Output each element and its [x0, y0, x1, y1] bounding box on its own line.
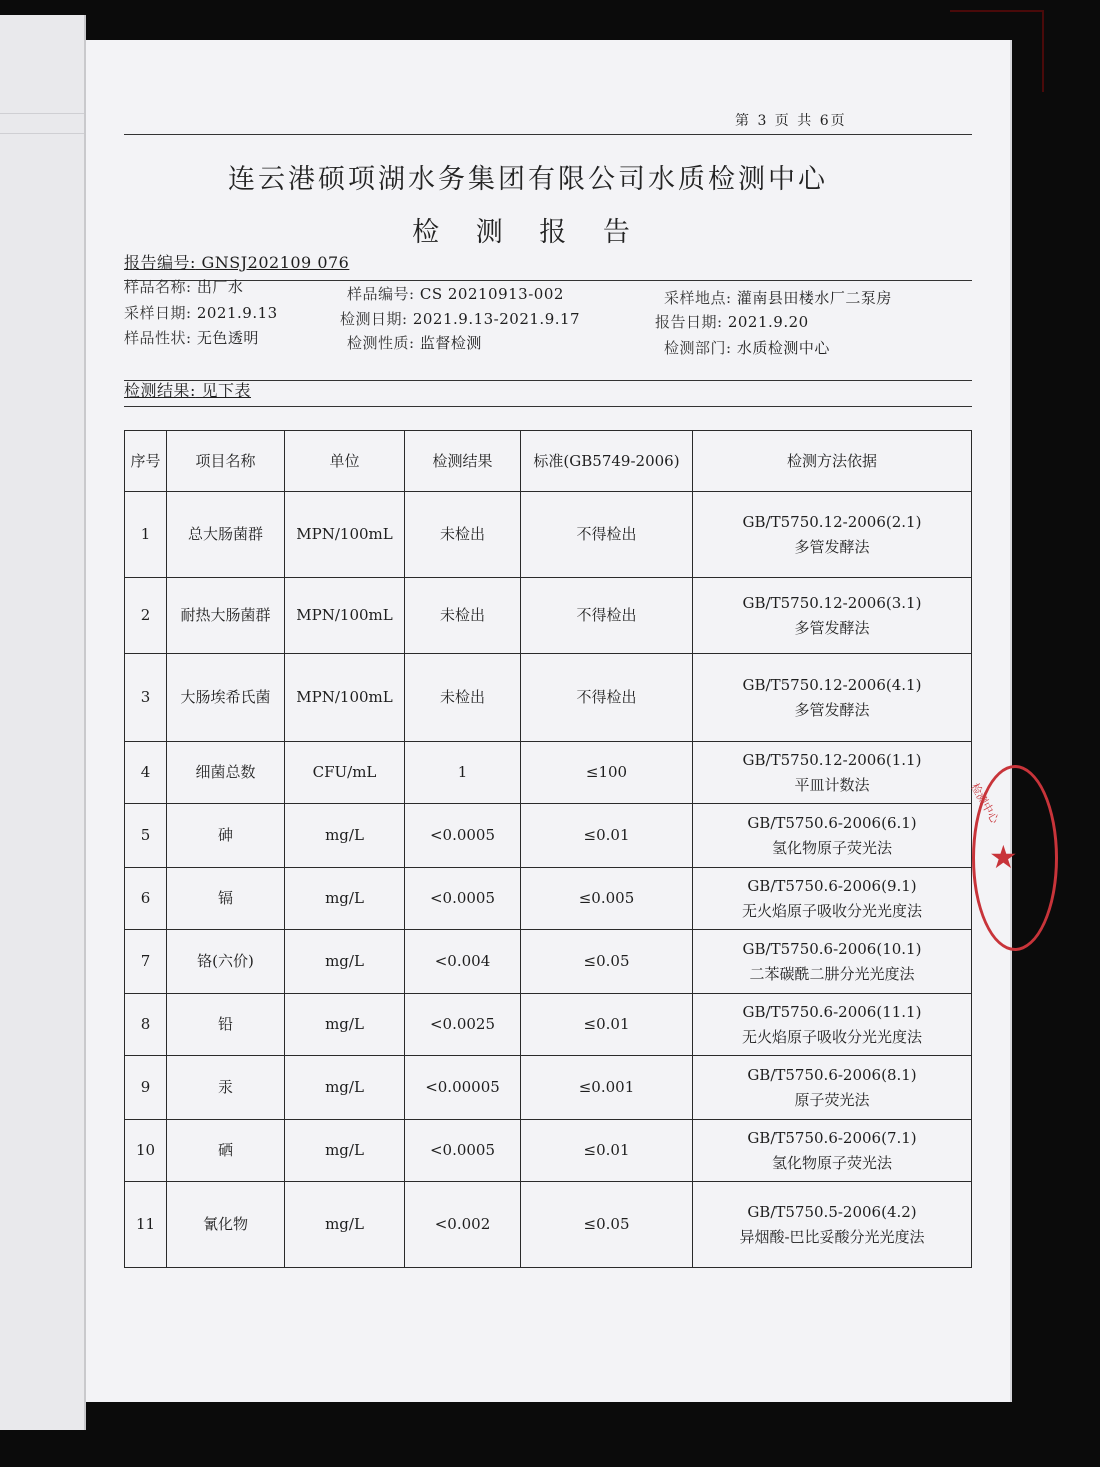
test-nature-value: 监督检测: [419, 334, 482, 352]
sample-number-label: 样品编号:: [347, 285, 415, 303]
cell-result: 未检出: [405, 654, 521, 742]
underlying-page: [0, 15, 86, 1430]
cell-method: [693, 654, 972, 742]
report-number-value: GNSJ202109 076: [201, 253, 350, 272]
sampling-date: [124, 302, 278, 323]
cell-no: 11: [125, 1182, 167, 1268]
method-standard: GB/T5750.12-2006(3.1): [742, 593, 922, 612]
table-row: [125, 994, 972, 1056]
cell-no: 10: [125, 1120, 167, 1182]
cell-method: [693, 578, 972, 654]
table-row: [125, 930, 972, 994]
cell-item: 铬(六价): [167, 930, 285, 994]
cell-unit: mg/L: [285, 930, 405, 994]
sample-property: [124, 327, 259, 348]
method-standard: GB/T5750.12-2006(4.1): [742, 675, 922, 694]
cell-method: [693, 868, 972, 930]
cell-method: [693, 1182, 972, 1268]
results-label-value: 见下表: [201, 381, 252, 400]
cell-item: 细菌总数: [167, 742, 285, 804]
cell-item: 汞: [167, 1056, 285, 1120]
cell-no: 1: [125, 492, 167, 578]
cell-result: 未检出: [405, 578, 521, 654]
method-standard: GB/T5750.6-2006(10.1): [742, 939, 922, 958]
header-standard: 标准(GB5749-2006): [521, 431, 693, 492]
cell-standard: ≤0.001: [521, 1056, 693, 1120]
cell-result: <0.0005: [405, 868, 521, 930]
table-row: [125, 492, 972, 578]
cell-result: <0.0025: [405, 994, 521, 1056]
cell-no: 2: [125, 578, 167, 654]
table-row: [125, 1056, 972, 1120]
cell-unit: MPN/100mL: [285, 578, 405, 654]
sample-property-value: 无色透明: [196, 329, 259, 347]
cell-result: <0.004: [405, 930, 521, 994]
method-standard: GB/T5750.6-2006(7.1): [747, 1128, 917, 1147]
results-label-text: 检测结果:: [124, 381, 196, 400]
header-unit: 单位: [285, 431, 405, 492]
report-title: 连云港硕项湖水务集团有限公司水质检测中心: [228, 164, 828, 195]
cell-method: [693, 804, 972, 868]
cell-item: 耐热大肠菌群: [167, 578, 285, 654]
page-number: 第 3 页 共 6页: [735, 113, 847, 129]
method-name: 平皿计数法: [794, 775, 870, 794]
cell-result: 1: [405, 742, 521, 804]
cell-item: 总大肠菌群: [167, 492, 285, 578]
test-department-value: 水质检测中心: [736, 339, 830, 357]
cell-method: [693, 492, 972, 578]
sampling-date-value: 2021.9.13: [196, 304, 278, 322]
sample-number: [347, 283, 564, 304]
seal-star-icon: ★: [989, 838, 1018, 876]
test-date-value: 2021.9.13-2021.9.17: [412, 310, 581, 328]
method-name: 多管发酵法: [794, 700, 870, 719]
sampling-date-label: 采样日期:: [124, 304, 192, 322]
cell-unit: mg/L: [285, 994, 405, 1056]
cell-no: 4: [125, 742, 167, 804]
results-table: [124, 430, 972, 1268]
method-standard: GB/T5750.6-2006(9.1): [747, 876, 917, 895]
cell-unit: mg/L: [285, 804, 405, 868]
table-row: [125, 1120, 972, 1182]
header-method: 检测方法依据: [693, 431, 972, 492]
table-row: [125, 868, 972, 930]
method-standard: GB/T5750.12-2006(1.1): [742, 750, 922, 769]
sample-name: [124, 276, 243, 297]
cell-no: 3: [125, 654, 167, 742]
method-standard: GB/T5750.6-2006(6.1): [747, 813, 917, 832]
sample-name-value: 出厂水: [196, 278, 244, 296]
method-name: 异烟酸-巴比妥酸分光光度法: [739, 1227, 925, 1246]
method-name: 氢化物原子荧光法: [771, 1153, 892, 1172]
method-name: 二苯碳酰二肼分光光度法: [749, 964, 915, 983]
table-row: [125, 804, 972, 868]
cell-result: <0.002: [405, 1182, 521, 1268]
method-standard: GB/T5750.6-2006(8.1): [747, 1065, 917, 1084]
cell-no: 7: [125, 930, 167, 994]
test-department: [664, 337, 830, 358]
sampling-site-label: 采样地点:: [664, 289, 732, 307]
cell-item: 镉: [167, 868, 285, 930]
report-subtitle: 检 测 报 告: [412, 217, 644, 248]
method-standard: GB/T5750.5-2006(4.2): [747, 1202, 917, 1221]
test-nature: [347, 332, 482, 353]
table-header-row: [125, 431, 972, 492]
table-row: [125, 654, 972, 742]
method-name: 多管发酵法: [794, 618, 870, 637]
cell-standard: ≤0.01: [521, 804, 693, 868]
test-department-label: 检测部门:: [664, 339, 732, 357]
cell-no: 8: [125, 994, 167, 1056]
cell-item: 铅: [167, 994, 285, 1056]
cell-item: 大肠埃希氏菌: [167, 654, 285, 742]
report-date-value: 2021.9.20: [727, 313, 809, 331]
report-number-rule: [124, 280, 972, 281]
method-name: 原子荧光法: [794, 1090, 870, 1109]
cell-result: <0.00005: [405, 1056, 521, 1120]
method-standard: GB/T5750.12-2006(2.1): [742, 512, 922, 531]
cell-no: 5: [125, 804, 167, 868]
cell-result: <0.0005: [405, 1120, 521, 1182]
cell-standard: 不得检出: [521, 578, 693, 654]
results-table-body: [125, 492, 972, 1268]
table-row: [125, 578, 972, 654]
report-number: [124, 250, 349, 273]
header-rule: [124, 134, 972, 135]
sampling-site: [664, 287, 892, 308]
method-name: 无火焰原子吸收分光光度法: [741, 901, 922, 920]
table-row: [125, 742, 972, 804]
cell-standard: 不得检出: [521, 492, 693, 578]
cell-unit: MPN/100mL: [285, 492, 405, 578]
cell-method: [693, 742, 972, 804]
cell-no: 6: [125, 868, 167, 930]
meta-bottom-rule: [124, 380, 972, 381]
cell-unit: CFU/mL: [285, 742, 405, 804]
cell-standard: 不得检出: [521, 654, 693, 742]
test-date-label: 检测日期:: [340, 310, 408, 328]
cell-item: 硒: [167, 1120, 285, 1182]
cell-standard: ≤100: [521, 742, 693, 804]
official-seal: [968, 765, 1058, 951]
cell-unit: mg/L: [285, 1056, 405, 1120]
sample-number-value: CS 20210913-002: [419, 285, 564, 303]
cell-standard: ≤0.05: [521, 1182, 693, 1268]
cell-standard: ≤0.005: [521, 868, 693, 930]
cell-unit: MPN/100mL: [285, 654, 405, 742]
cell-unit: mg/L: [285, 1120, 405, 1182]
cell-unit: mg/L: [285, 1182, 405, 1268]
cell-standard: ≤0.05: [521, 930, 693, 994]
report-number-label: 报告编号:: [124, 253, 196, 272]
cell-result: 未检出: [405, 492, 521, 578]
cell-result: <0.0005: [405, 804, 521, 868]
cell-method: [693, 994, 972, 1056]
cell-method: [693, 1120, 972, 1182]
report-date-label: 报告日期:: [655, 313, 723, 331]
method-name: 氢化物原子荧光法: [771, 838, 892, 857]
cell-standard: ≤0.01: [521, 1120, 693, 1182]
method-standard: GB/T5750.6-2006(11.1): [742, 1002, 922, 1021]
cell-method: [693, 1056, 972, 1120]
method-name: 无火焰原子吸收分光光度法: [741, 1027, 922, 1046]
sample-property-label: 样品性状:: [124, 329, 192, 347]
cell-item: 砷: [167, 804, 285, 868]
header-item: 项目名称: [167, 431, 285, 492]
results-rule: [124, 406, 972, 407]
cell-item: 氰化物: [167, 1182, 285, 1268]
table-row: [125, 1182, 972, 1268]
cell-unit: mg/L: [285, 868, 405, 930]
cell-no: 9: [125, 1056, 167, 1120]
results-label: [124, 378, 251, 401]
method-name: 多管发酵法: [794, 537, 870, 556]
test-nature-label: 检测性质:: [347, 334, 415, 352]
test-date: [340, 308, 580, 329]
header-result: 检测结果: [405, 431, 521, 492]
cell-method: [693, 930, 972, 994]
sampling-site-value: 灌南县田楼水厂二泵房: [736, 289, 892, 307]
cell-standard: ≤0.01: [521, 994, 693, 1056]
report-date: [655, 311, 809, 332]
header-no: 序号: [125, 431, 167, 492]
seal-text: 检测中心: [968, 781, 1002, 826]
sample-name-label: 样品名称:: [124, 278, 192, 296]
